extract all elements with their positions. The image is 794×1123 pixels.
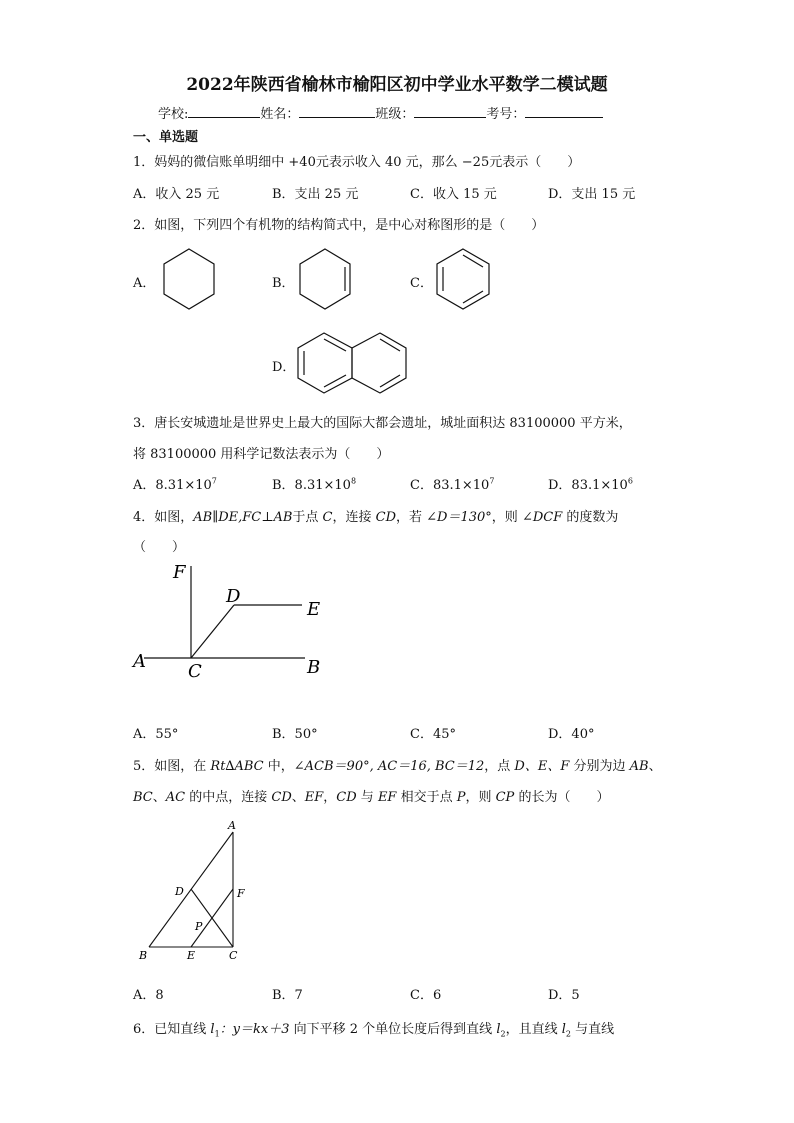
q4-text-2: ，连接: [332, 510, 376, 525]
q3-option-a-exp: 7: [211, 476, 217, 486]
q1-option-c[interactable]: C．收入 15 元: [410, 187, 497, 202]
question-2-text: 2．如图，下列四个有机物的结构简式中，是中心对称图形的是（ ）: [133, 218, 545, 233]
q5-seg-cp: CP: [495, 790, 515, 805]
q5-t7: ，则: [465, 790, 496, 805]
name-field[interactable]: [299, 105, 375, 118]
line-cd: [191, 605, 234, 658]
q5-point-p: P: [456, 790, 466, 805]
q6-line-l2b: l: [561, 1022, 566, 1037]
q6-text-2: ，且直线: [505, 1022, 562, 1037]
q6-text-1: 向下平移 2 个单位长度后得到直线: [289, 1022, 497, 1037]
q5-text-2: ，点: [484, 759, 515, 774]
q4-prefix: 4．如图，: [133, 510, 194, 525]
class-field[interactable]: [414, 105, 486, 118]
question-5-line1: [133, 755, 662, 774]
q5-t5: 与: [356, 790, 378, 805]
q5-seg-cd-2: CD: [336, 790, 357, 805]
question-3-line1: 3．唐长安城遗址是世界史上最大的国际大都会遗址，城址面积达 83100000 平方米，: [133, 416, 632, 431]
q6-prefix: 6．已知直线: [133, 1022, 211, 1037]
label-c: C: [229, 949, 238, 962]
q4-segment-cd: CD: [375, 510, 397, 525]
q4-option-a[interactable]: A．55°: [133, 727, 179, 742]
q5-condition: ∠ACB＝90°, AC＝16, BC＝12: [293, 759, 485, 774]
q4-text-3: ，若: [396, 510, 427, 525]
exam-no-field[interactable]: [525, 105, 603, 118]
q5-seg-ef-2: EF: [377, 790, 397, 805]
q2-option-a[interactable]: A．: [133, 276, 156, 291]
q5-figure: [135, 818, 255, 968]
label-a: A: [228, 819, 236, 832]
label-b: B: [307, 657, 321, 678]
page-title: 2022年陕西省榆林市榆阳区初中学业水平数学二模试题: [186, 75, 608, 95]
q1-option-b[interactable]: B．支出 25 元: [272, 187, 359, 202]
q5-t3: 、: [291, 790, 305, 805]
school-label: 学校:: [158, 107, 189, 122]
q5-side-ab: AB: [629, 759, 649, 774]
class-label: 班级：: [375, 107, 415, 122]
school-field[interactable]: [188, 105, 260, 118]
label-b: B: [139, 949, 148, 962]
q2-option-d[interactable]: D．: [272, 360, 296, 375]
q5-option-b[interactable]: B．7: [272, 988, 303, 1003]
q5-seg-cd: CD: [271, 790, 292, 805]
question-4-line1: [133, 506, 618, 525]
question-5-line2: [133, 786, 609, 805]
q3-option-b-base: B．8.31×10: [272, 478, 351, 493]
q6-equation: ：y＝kx＋3: [219, 1022, 290, 1037]
q4-option-b[interactable]: B．50°: [272, 727, 318, 742]
label-a: A: [133, 651, 146, 672]
label-f: F: [237, 887, 245, 900]
q1-option-a[interactable]: A．收入 25 元: [133, 187, 220, 202]
q4-text-1: 于点: [292, 510, 323, 525]
q5-triangle: Rt∆ABC: [210, 759, 264, 774]
q6-sub-2: 2: [500, 1029, 506, 1039]
q3-option-b-exp: 8: [350, 476, 357, 486]
q5-t6: 相交于点: [396, 790, 457, 805]
q5-text-1: 中，: [263, 759, 294, 774]
label-e: E: [187, 949, 196, 962]
q5-t2: 的中点，连接: [185, 790, 272, 805]
student-info-line: [158, 103, 603, 122]
q3-option-c-exp: 7: [489, 476, 495, 486]
q5-text-3: 分别为边: [569, 759, 630, 774]
q3-option-d[interactable]: [548, 474, 633, 493]
q2-option-b[interactable]: B．: [272, 276, 295, 291]
q6-sub-3: 2: [565, 1029, 571, 1039]
q3-option-a[interactable]: [133, 474, 217, 493]
q6-sub-1: 1: [214, 1029, 220, 1039]
q3-option-a-base: A．8.31×10: [133, 478, 212, 493]
q5-option-c[interactable]: C．6: [410, 988, 442, 1003]
q4-angle-d: ∠D＝130°: [426, 510, 492, 525]
q5-t1: 、: [152, 790, 166, 805]
q5-prefix: 5．如图，在: [133, 759, 211, 774]
q5-side-bc: BC: [133, 790, 153, 805]
q5-suffix: 的长为（ ）: [514, 790, 610, 805]
name-label: 姓名：: [260, 107, 300, 122]
label-c: C: [188, 661, 202, 682]
q5-option-d[interactable]: D．5: [548, 988, 580, 1003]
q3-option-d-base: D．83.1×10: [548, 478, 628, 493]
q3-option-d-exp: 6: [627, 476, 633, 486]
q4-figure: [130, 560, 330, 680]
q4-math-condition: AB∥DE,FC⊥AB: [193, 510, 293, 525]
q2-option-c[interactable]: C．: [410, 276, 433, 291]
section-heading: 一、单选题: [133, 130, 199, 145]
benzene-structure-c: [435, 247, 491, 311]
q1-option-d[interactable]: D．支出 15 元: [548, 187, 636, 202]
q5-sep: 、: [648, 759, 662, 774]
q5-points: D、E、F: [514, 759, 570, 774]
q6-line-l: l: [210, 1022, 215, 1037]
q6-suffix: 与直线: [570, 1022, 615, 1037]
q4-option-d[interactable]: D．40°: [548, 727, 595, 742]
q5-seg-ef: EF: [304, 790, 324, 805]
q3-option-c[interactable]: [410, 474, 494, 493]
label-p: P: [195, 920, 203, 933]
q4-angle-dcf: ∠DCF: [521, 510, 563, 525]
q5-side-ac: AC: [165, 790, 186, 805]
question-1-text: 1．妈妈的微信账单明细中 +40元表示收入 40 元，那么 −25元表示（ ）: [133, 155, 581, 170]
question-6-line1: [133, 1018, 614, 1039]
cyclohexene-structure-b: [298, 247, 352, 311]
q5-option-a[interactable]: A．8: [133, 988, 164, 1003]
naphthalene-structure-d: [296, 331, 408, 395]
label-e: E: [307, 599, 321, 620]
q3-option-c-base: C．83.1×10: [410, 478, 490, 493]
label-d: D: [175, 885, 184, 898]
q4-point-c: C: [322, 510, 333, 525]
label-d: D: [226, 586, 241, 607]
question-3-line2: 将 83100000 用科学记数法表示为（ ）: [133, 447, 390, 462]
label-f: F: [173, 562, 186, 583]
q6-line-l2: l: [496, 1022, 501, 1037]
q4-suffix: 的度数为: [562, 510, 619, 525]
hexagon-structure-a: [162, 247, 216, 311]
q4-text-4: ，则: [491, 510, 522, 525]
q3-option-b[interactable]: [272, 474, 356, 493]
question-4-line2: （ ）: [133, 540, 186, 555]
q4-option-c[interactable]: C．45°: [410, 727, 456, 742]
exam-no-label: 考号：: [486, 107, 526, 122]
q5-t4: ，: [323, 790, 337, 805]
